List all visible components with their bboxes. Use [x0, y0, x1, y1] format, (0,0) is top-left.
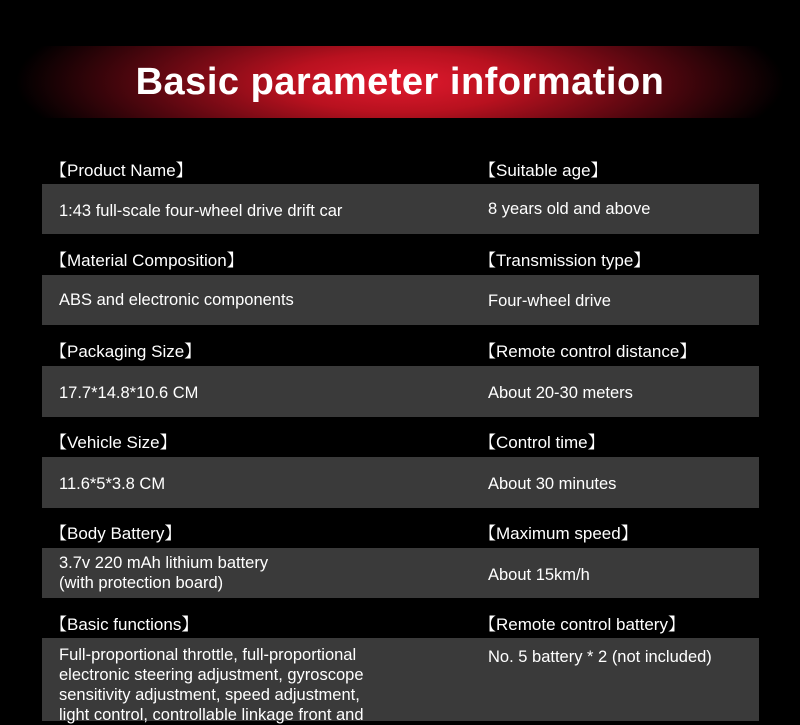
- spec-row-6: [42, 638, 759, 724]
- suitable-age-value: 8 years old and above: [488, 200, 651, 218]
- spec-row-5: [42, 548, 759, 598]
- packaging-size-value: 17.7*14.8*10.6 CM: [59, 384, 199, 402]
- remote-control-distance-value: About 20-30 meters: [488, 384, 633, 402]
- vehicle-size-label: 【Vehicle Size】: [50, 433, 177, 452]
- control-time-value: About 30 minutes: [488, 475, 617, 493]
- basic-functions-value: Full-proportional throttle, full-proportional electronic steering adjustment, gyroscope sensitivity adjustment, speed adjustment, light control, controllable linkage front and: [59, 646, 364, 724]
- body-battery-value: 3.7v 220 mAh lithium battery (with protection board): [59, 554, 269, 592]
- basic-functions-label: 【Basic functions】: [50, 615, 199, 634]
- maximum-speed-label: 【Maximum speed】: [479, 524, 638, 543]
- spec-row-3: [42, 366, 759, 417]
- material-composition-label: 【Material Composition】: [50, 251, 244, 270]
- control-time-label: 【Control time】: [479, 433, 605, 452]
- vehicle-size-value: 11.6*5*3.8 CM: [59, 475, 166, 493]
- material-composition-value: ABS and electronic components: [59, 291, 294, 309]
- remote-control-battery-label: 【Remote control battery】: [479, 615, 685, 634]
- transmission-type-label: 【Transmission type】: [479, 251, 651, 270]
- transmission-type-value: Four-wheel drive: [488, 292, 611, 310]
- remote-control-distance-label: 【Remote control distance】: [479, 342, 697, 361]
- maximum-speed-value: About 15km/h: [488, 566, 590, 584]
- spec-row-1: [42, 184, 759, 234]
- packaging-size-label: 【Packaging Size】: [50, 342, 202, 361]
- remote-control-battery-value: No. 5 battery * 2 (not included): [488, 648, 712, 666]
- spec-row-4: [42, 457, 759, 508]
- spec-row-2: [42, 275, 759, 325]
- suitable-age-label: 【Suitable age】: [479, 161, 608, 180]
- product-name-value: 1:43 full-scale four-wheel drive drift car: [59, 202, 343, 220]
- body-battery-label: 【Body Battery】: [50, 524, 182, 543]
- product-name-label: 【Product Name】: [50, 161, 193, 180]
- page-title: Basic parameter information: [135, 60, 665, 103]
- title-banner: [0, 46, 800, 118]
